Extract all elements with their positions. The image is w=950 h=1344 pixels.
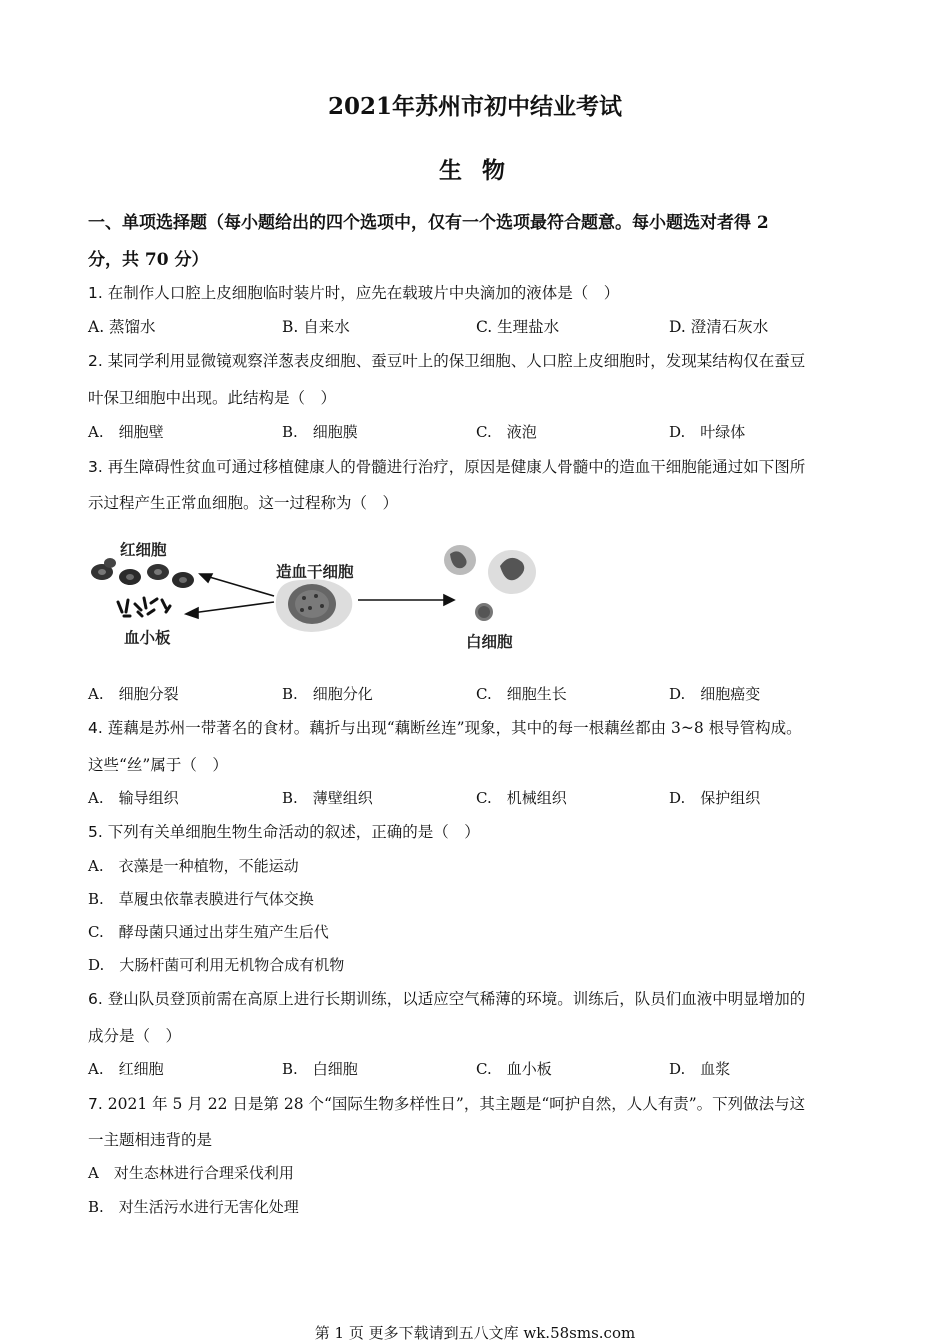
question-6-cont: 成分是（ ） <box>88 1027 182 1045</box>
question-number: 5. <box>88 823 103 841</box>
option-c: C. 细胞生长 <box>476 685 567 703</box>
question-text: 登山队员登顶前需在高原上进行长期训练，以适应空气稀薄的环境。训练后，队员们血液中明显增加的 <box>107 990 806 1008</box>
question-3-cont: 示过程产生正常血细胞。这一过程称为（ ） <box>88 494 399 512</box>
option-a: A. 细胞壁 <box>88 423 164 441</box>
stem-cell <box>276 579 353 632</box>
question-text: 下列有关单细胞生物生命活动的叙述，正确的是（ ） <box>107 823 480 841</box>
question-6 <box>88 987 805 1009</box>
question-7 <box>88 1092 805 1114</box>
option-b: B. 对生活污水进行无害化处理 <box>88 1198 299 1216</box>
label-red-cells: 红细胞 <box>120 541 167 559</box>
option-a: A 对生态林进行合理采伐利用 <box>88 1164 294 1182</box>
option-a: A. 细胞分裂 <box>88 685 179 703</box>
section-heading: 一、单项选择题（每小题给出的四个选项中，仅有一个选项最符合题意。每小题选对者得 2 <box>88 213 769 233</box>
question-5 <box>88 820 480 842</box>
option-c: C. 血小板 <box>476 1060 552 1078</box>
question-number: 3. <box>88 458 103 476</box>
section-heading-cont: 分，共 70 分） <box>88 250 209 270</box>
question-text: 在制作人口腔上皮细胞临时装片时，应先在载玻片中央滴加的液体是（ ） <box>107 284 620 302</box>
option-c: C. 生理盐水 <box>476 318 560 336</box>
option-b: B. 草履虫依靠表膜进行气体交换 <box>88 890 314 908</box>
question-text: 莲藕是苏州一带著名的食材。藕折与出现“藕断丝连”现象，其中的每一根藕丝都由 3~8 根导管构成。 <box>107 719 802 737</box>
question-number: 6. <box>88 990 103 1008</box>
option-a: A. 蒸馏水 <box>88 318 156 336</box>
blood-cell-diagram <box>88 530 558 670</box>
platelets <box>118 598 170 616</box>
option-c: C. 机械组织 <box>476 789 567 807</box>
option-c: C. 酵母菌只通过出芽生殖产生后代 <box>88 923 329 941</box>
question-text: 某同学利用显微镜观察洋葱表皮细胞、蚕豆叶上的保卫细胞、人口腔上皮细胞时，发现某结构仅在蚕豆 <box>107 352 806 370</box>
subject-title: 生 物 <box>438 157 511 184</box>
question-4 <box>88 716 802 738</box>
arrows-left <box>186 574 274 618</box>
label-platelets: 血小板 <box>124 629 171 647</box>
question-text: 再生障碍性贫血可通过移植健康人的骨髓进行治疗，原因是健康人骨髓中的造血干细胞能通过如下图所 <box>107 458 806 476</box>
option-b: B. 薄壁组织 <box>282 789 373 807</box>
option-d: D. 叶绿体 <box>669 423 746 441</box>
option-d: D. 血浆 <box>669 1060 731 1078</box>
option-d: D. 细胞癌变 <box>669 685 761 703</box>
question-number: 4. <box>88 719 103 737</box>
question-1 <box>88 281 619 303</box>
label-stem-cell: 造血干细胞 <box>276 563 354 581</box>
option-a: A. 红细胞 <box>88 1060 164 1078</box>
option-b: B. 白细胞 <box>282 1060 358 1078</box>
white-blood-cells <box>444 545 536 621</box>
page-title: 2021年苏州市初中结业考试 <box>327 93 622 120</box>
option-b: B. 细胞分化 <box>282 685 373 703</box>
question-number: 7. <box>88 1095 103 1113</box>
option-a: A. 输导组织 <box>88 789 179 807</box>
question-2 <box>88 349 805 371</box>
arrow-right <box>358 595 454 605</box>
question-text: 2021 年 5 月 22 日是第 28 个“国际生物多样性日”，其主题是“呵护自然，人人有责”。下列做法与这 <box>107 1095 806 1113</box>
red-blood-cells <box>91 558 194 588</box>
question-4-cont: 这些“丝”属于（ ） <box>88 756 228 774</box>
option-d: D. 大肠杆菌可利用无机物合成有机物 <box>88 956 345 974</box>
question-number: 1. <box>88 284 103 302</box>
option-b: B. 细胞膜 <box>282 423 358 441</box>
option-c: C. 液泡 <box>476 423 537 441</box>
question-3 <box>88 455 805 477</box>
question-2-cont: 叶保卫细胞中出现。此结构是（ ） <box>88 389 337 407</box>
option-d: D. 保护组织 <box>669 789 761 807</box>
option-a: A. 衣藻是一种植物，不能运动 <box>88 857 299 875</box>
option-b: B. 自来水 <box>282 318 350 336</box>
page-footer: 第 1 页 更多下载请到五八文库 wk.58sms.com <box>314 1324 636 1342</box>
label-white-cells: 白细胞 <box>466 633 513 651</box>
question-7-cont: 一主题相违背的是 <box>88 1131 213 1149</box>
question-number: 2. <box>88 352 103 370</box>
option-d: D. 澄清石灰水 <box>669 318 769 336</box>
